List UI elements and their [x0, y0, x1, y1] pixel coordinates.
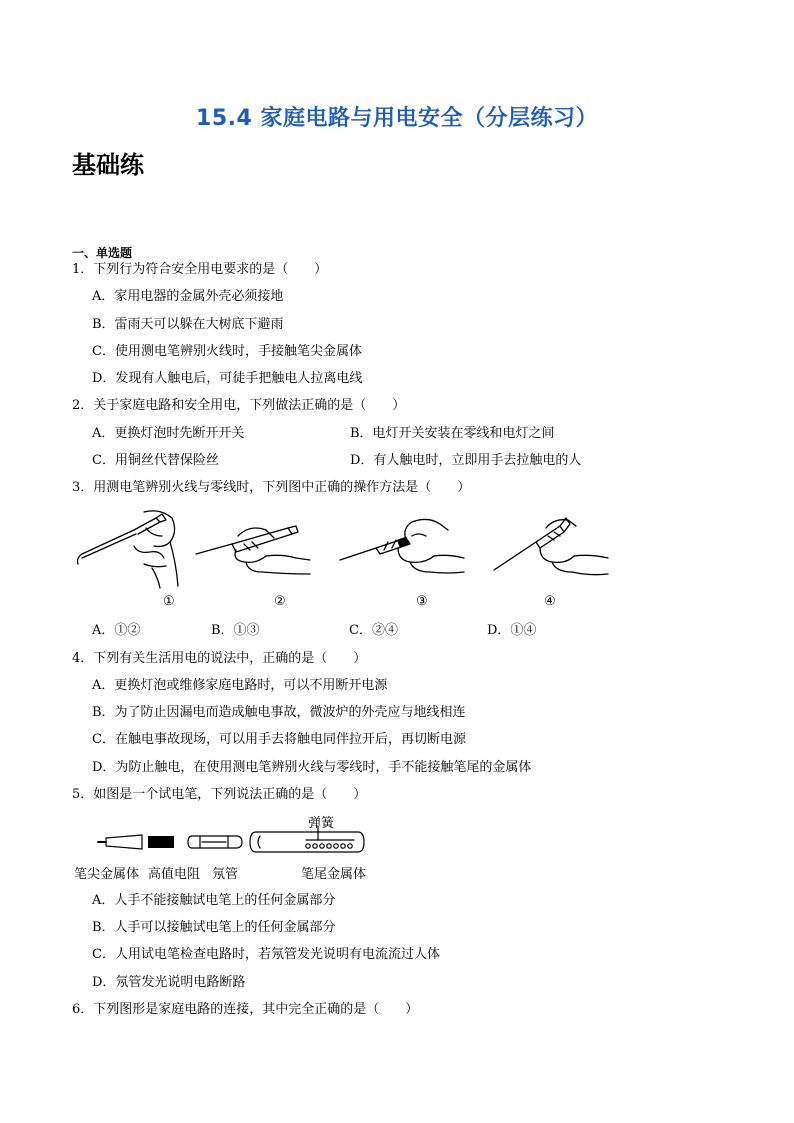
- question-1-option-b[interactable]: B．雷雨天可以躲在大树底下避雨: [92, 317, 284, 332]
- question-5-option-a[interactable]: A．人手不能接触试电笔上的任何金属部分: [92, 893, 336, 908]
- page-title: 15.4 家庭电路与用电安全（分层练习）: [196, 106, 598, 131]
- question-4-stem: 4．下列有关生活用电的说法中，正确的是（ ）: [72, 651, 367, 666]
- tester-hand-figure-3: [336, 512, 466, 578]
- resistor-label: 高值电阻: [148, 867, 201, 882]
- question-type-heading: 一、单选题: [72, 246, 133, 260]
- figure-3-label: ③: [416, 594, 428, 609]
- question-1-option-d[interactable]: D．发现有人触电后，可徒手把触电人拉离电线: [92, 371, 363, 386]
- question-2-option-c[interactable]: C．用铜丝代替保险丝: [92, 453, 219, 468]
- tail-metal-label: 笔尾金属体: [301, 867, 367, 882]
- spring-label: 弹簧: [308, 816, 335, 831]
- tester-hand-figure-4: [490, 506, 610, 580]
- figure-4-label: ④: [544, 594, 556, 609]
- question-4-option-d[interactable]: D．为防止触电，在使用测电笔辨别火线与零线时，手不能接触笔尾的金属体: [92, 760, 532, 775]
- question-2-option-d[interactable]: D．有人触电时，立即用手去拉触电的人: [350, 453, 582, 468]
- question-4-option-b[interactable]: B．为了防止因漏电而造成触电事故，微波炉的外壳应与地线相连: [92, 705, 466, 720]
- question-3-option-c[interactable]: C．②④: [349, 623, 398, 638]
- question-3-option-b[interactable]: B．①③: [211, 623, 260, 638]
- question-2-option-b[interactable]: B．电灯开关安装在零线和电灯之间: [350, 426, 555, 441]
- question-5-option-b[interactable]: B．人手可以接触试电笔上的任何金属部分: [92, 920, 336, 935]
- question-3-option-a[interactable]: A．①②: [92, 623, 141, 638]
- question-1-option-a[interactable]: A．家用电器的金属外壳必须接地: [92, 289, 284, 304]
- question-6-stem: 6．下列图形是家庭电路的连接，其中完全正确的是（ ）: [72, 1002, 419, 1017]
- tester-hand-figure-1: [74, 506, 184, 590]
- test-pen-diagram: [96, 826, 396, 860]
- question-2-stem: 2．关于家庭电路和安全用电，下列做法正确的是（ ）: [72, 398, 406, 413]
- question-5-option-d[interactable]: D．氖管发光说明电路断路: [92, 975, 246, 990]
- tip-metal-label: 笔尖金属体: [74, 867, 140, 882]
- tester-hand-figure-2: [192, 514, 312, 580]
- question-4-option-c[interactable]: C．在触电事故现场，可以用手去将触电同伴拉开后，再切断电源: [92, 732, 466, 747]
- section-heading: 基础练: [72, 151, 144, 179]
- question-3-stem: 3．用测电笔辨别火线与零线时，下列图中正确的操作方法是（ ）: [72, 480, 471, 495]
- neon-tube-label: 氖管: [212, 867, 239, 882]
- question-1-option-c[interactable]: C．使用测电笔辨别火线时，手接触笔尖金属体: [92, 344, 362, 359]
- question-5-stem: 5．如图是一个试电笔，下列说法正确的是（ ）: [72, 787, 367, 802]
- question-5-option-c[interactable]: C．人用试电笔检查电路时，若氖管发光说明有电流流过人体: [92, 947, 440, 962]
- figure-2-label: ②: [274, 594, 286, 609]
- question-2-option-a[interactable]: A．更换灯泡时先断开开关: [92, 426, 245, 441]
- question-4-option-a[interactable]: A．更换灯泡或维修家庭电路时，可以不用断开电源: [92, 678, 388, 693]
- figure-1-label: ①: [163, 594, 175, 609]
- question-1-stem: 1．下列行为符合安全用电要求的是（ ）: [72, 262, 328, 277]
- question-3-option-d[interactable]: D．①④: [487, 623, 537, 638]
